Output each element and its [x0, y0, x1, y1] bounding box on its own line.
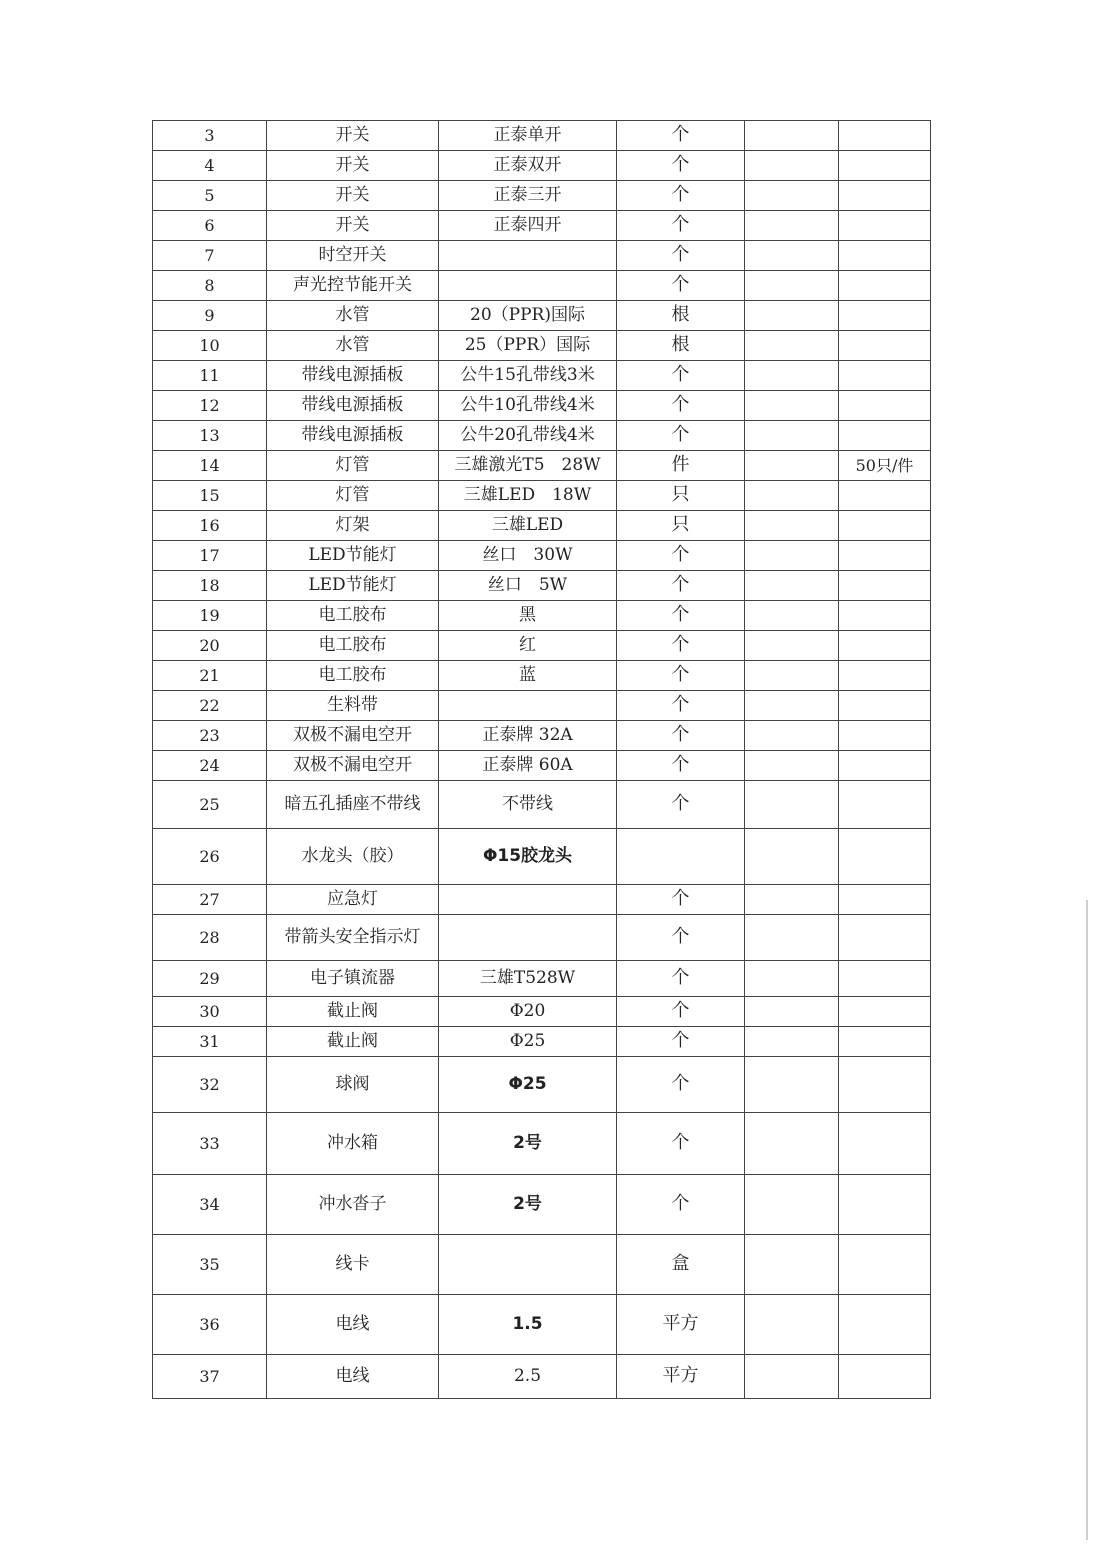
- item-unit-cell: 根: [617, 331, 745, 361]
- item-name-cell: 暗五孔插座不带线: [267, 781, 439, 829]
- item-spec-cell: 公牛15孔带线3米: [439, 361, 617, 391]
- item-remark-cell: [839, 121, 931, 151]
- item-price-cell: [745, 961, 839, 997]
- item-spec-cell: Φ25: [439, 1027, 617, 1057]
- item-price-cell: [745, 181, 839, 211]
- table-row: [153, 751, 931, 781]
- item-remark-cell: [839, 241, 931, 271]
- item-price-cell: [745, 481, 839, 511]
- item-name-cell: 线卡: [267, 1235, 439, 1295]
- row-number-cell: 18: [153, 571, 267, 601]
- item-spec-cell: 2.5: [439, 1355, 617, 1399]
- row-number-cell: 11: [153, 361, 267, 391]
- item-remark-cell: [839, 571, 931, 601]
- table-row: [153, 885, 931, 915]
- item-unit-cell: 个: [617, 885, 745, 915]
- item-spec-cell: 黑: [439, 601, 617, 631]
- item-price-cell: [745, 511, 839, 541]
- row-number-cell: 14: [153, 451, 267, 481]
- table-row: [153, 121, 931, 151]
- item-name-cell: 带线电源插板: [267, 421, 439, 451]
- item-price-cell: [745, 829, 839, 885]
- item-name-cell: 水管: [267, 331, 439, 361]
- item-price-cell: [745, 751, 839, 781]
- table-row: [153, 181, 931, 211]
- item-spec-cell: 丝口 5W: [439, 571, 617, 601]
- item-remark-cell: [839, 361, 931, 391]
- item-remark-cell: [839, 1175, 931, 1235]
- table-row: [153, 1027, 931, 1057]
- item-unit-cell: 个: [617, 571, 745, 601]
- table-row: [153, 1355, 931, 1399]
- item-name-cell: 冲水沓子: [267, 1175, 439, 1235]
- table-row: [153, 1057, 931, 1113]
- materials-table-body: [153, 121, 931, 1399]
- row-number-cell: 24: [153, 751, 267, 781]
- item-name-cell: 电工胶布: [267, 601, 439, 631]
- row-number-cell: 34: [153, 1175, 267, 1235]
- table-row: [153, 271, 931, 301]
- row-number-cell: 3: [153, 121, 267, 151]
- item-unit-cell: 只: [617, 481, 745, 511]
- item-spec-cell: 2号: [439, 1113, 617, 1175]
- item-price-cell: [745, 1057, 839, 1113]
- row-number-cell: 9: [153, 301, 267, 331]
- item-price-cell: [745, 421, 839, 451]
- item-spec-cell: 正泰四开: [439, 211, 617, 241]
- item-unit-cell: 个: [617, 1027, 745, 1057]
- item-remark-cell: [839, 997, 931, 1027]
- item-unit-cell: 平方: [617, 1355, 745, 1399]
- item-spec-cell: Φ20: [439, 997, 617, 1027]
- item-spec-cell: Φ25: [439, 1057, 617, 1113]
- item-unit-cell: 个: [617, 961, 745, 997]
- item-spec-cell: [439, 271, 617, 301]
- item-remark-cell: [839, 829, 931, 885]
- row-number-cell: 32: [153, 1057, 267, 1113]
- item-name-cell: 生料带: [267, 691, 439, 721]
- item-remark-cell: [839, 1113, 931, 1175]
- item-unit-cell: 只: [617, 511, 745, 541]
- item-price-cell: [745, 781, 839, 829]
- item-unit-cell: 个: [617, 601, 745, 631]
- table-row: [153, 301, 931, 331]
- item-unit-cell: 个: [617, 781, 745, 829]
- item-name-cell: 截止阀: [267, 997, 439, 1027]
- item-price-cell: [745, 361, 839, 391]
- table-row: [153, 781, 931, 829]
- item-remark-cell: [839, 271, 931, 301]
- item-unit-cell: 根: [617, 301, 745, 331]
- item-price-cell: [745, 571, 839, 601]
- item-name-cell: 双极不漏电空开: [267, 721, 439, 751]
- row-number-cell: 4: [153, 151, 267, 181]
- item-spec-cell: Φ15胶龙头: [439, 829, 617, 885]
- table-row: [153, 211, 931, 241]
- item-remark-cell: [839, 885, 931, 915]
- item-spec-cell: 20（PPR)国际: [439, 301, 617, 331]
- item-remark-cell: [839, 631, 931, 661]
- row-number-cell: 26: [153, 829, 267, 885]
- item-price-cell: [745, 721, 839, 751]
- row-number-cell: 13: [153, 421, 267, 451]
- row-number-cell: 36: [153, 1295, 267, 1355]
- item-remark-cell: [839, 211, 931, 241]
- table-row: [153, 691, 931, 721]
- row-number-cell: 30: [153, 997, 267, 1027]
- item-unit-cell: 个: [617, 181, 745, 211]
- row-number-cell: 35: [153, 1235, 267, 1295]
- row-number-cell: 17: [153, 541, 267, 571]
- item-name-cell: LED节能灯: [267, 541, 439, 571]
- item-name-cell: 电子镇流器: [267, 961, 439, 997]
- item-price-cell: [745, 391, 839, 421]
- item-spec-cell: 三雄LED: [439, 511, 617, 541]
- item-unit-cell: 个: [617, 915, 745, 961]
- table-row: [153, 1175, 931, 1235]
- item-name-cell: 声光控节能开关: [267, 271, 439, 301]
- item-name-cell: 水管: [267, 301, 439, 331]
- item-name-cell: LED节能灯: [267, 571, 439, 601]
- row-number-cell: 27: [153, 885, 267, 915]
- table-row: [153, 915, 931, 961]
- item-remark-cell: [839, 181, 931, 211]
- item-name-cell: 应急灯: [267, 885, 439, 915]
- item-unit-cell: 个: [617, 1113, 745, 1175]
- table-row: [153, 451, 931, 481]
- row-number-cell: 12: [153, 391, 267, 421]
- item-remark-cell: [839, 421, 931, 451]
- item-price-cell: [745, 1295, 839, 1355]
- item-unit-cell: 盒: [617, 1235, 745, 1295]
- table-row: [153, 601, 931, 631]
- item-spec-cell: [439, 885, 617, 915]
- item-remark-cell: [839, 601, 931, 631]
- item-price-cell: [745, 1235, 839, 1295]
- item-unit-cell: 个: [617, 1057, 745, 1113]
- item-unit-cell: 个: [617, 661, 745, 691]
- item-spec-cell: [439, 241, 617, 271]
- item-name-cell: 开关: [267, 181, 439, 211]
- row-number-cell: 5: [153, 181, 267, 211]
- item-name-cell: 冲水箱: [267, 1113, 439, 1175]
- item-name-cell: 双极不漏电空开: [267, 751, 439, 781]
- item-remark-cell: [839, 391, 931, 421]
- item-spec-cell: 正泰牌 60A: [439, 751, 617, 781]
- item-spec-cell: 丝口 30W: [439, 541, 617, 571]
- item-spec-cell: 红: [439, 631, 617, 661]
- item-name-cell: 灯管: [267, 481, 439, 511]
- item-name-cell: 电线: [267, 1295, 439, 1355]
- row-number-cell: 22: [153, 691, 267, 721]
- item-remark-cell: [839, 1355, 931, 1399]
- table-row: [153, 1295, 931, 1355]
- row-number-cell: 16: [153, 511, 267, 541]
- item-name-cell: 截止阀: [267, 1027, 439, 1057]
- table-row: [153, 1235, 931, 1295]
- item-remark-cell: [839, 151, 931, 181]
- item-spec-cell: 2号: [439, 1175, 617, 1235]
- item-remark-cell: [839, 1295, 931, 1355]
- item-price-cell: [745, 211, 839, 241]
- item-name-cell: 水龙头（胶）: [267, 829, 439, 885]
- item-spec-cell: 公牛20孔带线4米: [439, 421, 617, 451]
- table-row: [153, 241, 931, 271]
- item-remark-cell: [839, 541, 931, 571]
- table-row: [153, 571, 931, 601]
- row-number-cell: 33: [153, 1113, 267, 1175]
- table-row: [153, 391, 931, 421]
- item-name-cell: 带线电源插板: [267, 391, 439, 421]
- item-price-cell: [745, 271, 839, 301]
- table-row: [153, 829, 931, 885]
- item-price-cell: [745, 451, 839, 481]
- item-price-cell: [745, 631, 839, 661]
- item-spec-cell: 三雄激光T5 28W: [439, 451, 617, 481]
- item-remark-cell: [839, 915, 931, 961]
- item-spec-cell: 正泰双开: [439, 151, 617, 181]
- item-price-cell: [745, 301, 839, 331]
- item-spec-cell: [439, 1235, 617, 1295]
- item-spec-cell: 1.5: [439, 1295, 617, 1355]
- item-price-cell: [745, 1027, 839, 1057]
- item-price-cell: [745, 331, 839, 361]
- item-spec-cell: 正泰单开: [439, 121, 617, 151]
- row-number-cell: 20: [153, 631, 267, 661]
- item-name-cell: 带线电源插板: [267, 361, 439, 391]
- item-name-cell: 电工胶布: [267, 661, 439, 691]
- item-unit-cell: 个: [617, 121, 745, 151]
- table-row: [153, 331, 931, 361]
- row-number-cell: 31: [153, 1027, 267, 1057]
- item-price-cell: [745, 661, 839, 691]
- item-unit-cell: 个: [617, 391, 745, 421]
- item-name-cell: 灯架: [267, 511, 439, 541]
- item-unit-cell: 平方: [617, 1295, 745, 1355]
- row-number-cell: 19: [153, 601, 267, 631]
- item-unit-cell: [617, 829, 745, 885]
- table-row: [153, 481, 931, 511]
- item-unit-cell: 个: [617, 211, 745, 241]
- table-row: [153, 541, 931, 571]
- item-remark-cell: [839, 751, 931, 781]
- item-remark-cell: [839, 481, 931, 511]
- item-spec-cell: 三雄T528W: [439, 961, 617, 997]
- table-row: [153, 961, 931, 997]
- item-remark-cell: [839, 691, 931, 721]
- item-spec-cell: 蓝: [439, 661, 617, 691]
- row-number-cell: 15: [153, 481, 267, 511]
- item-price-cell: [745, 691, 839, 721]
- item-spec-cell: [439, 691, 617, 721]
- item-name-cell: 开关: [267, 151, 439, 181]
- row-number-cell: 37: [153, 1355, 267, 1399]
- item-unit-cell: 个: [617, 631, 745, 661]
- item-unit-cell: 个: [617, 997, 745, 1027]
- table-row: [153, 631, 931, 661]
- row-number-cell: 28: [153, 915, 267, 961]
- item-unit-cell: 个: [617, 241, 745, 271]
- item-unit-cell: 个: [617, 751, 745, 781]
- item-price-cell: [745, 1175, 839, 1235]
- item-spec-cell: 不带线: [439, 781, 617, 829]
- item-name-cell: 电线: [267, 1355, 439, 1399]
- item-remark-cell: [839, 961, 931, 997]
- scan-edge-line: [1086, 900, 1088, 1540]
- item-unit-cell: 个: [617, 691, 745, 721]
- item-price-cell: [745, 121, 839, 151]
- table-row: [153, 151, 931, 181]
- item-spec-cell: 25（PPR）国际: [439, 331, 617, 361]
- item-remark-cell: [839, 1057, 931, 1113]
- row-number-cell: 7: [153, 241, 267, 271]
- item-remark-cell: [839, 721, 931, 751]
- row-number-cell: 25: [153, 781, 267, 829]
- item-remark-cell: [839, 781, 931, 829]
- table-row: [153, 511, 931, 541]
- item-remark-cell: [839, 331, 931, 361]
- table-row: [153, 721, 931, 751]
- row-number-cell: 29: [153, 961, 267, 997]
- item-spec-cell: 公牛10孔带线4米: [439, 391, 617, 421]
- item-unit-cell: 个: [617, 721, 745, 751]
- row-number-cell: 10: [153, 331, 267, 361]
- item-remark-cell: [839, 511, 931, 541]
- item-spec-cell: 三雄LED 18W: [439, 481, 617, 511]
- item-price-cell: [745, 241, 839, 271]
- item-remark-cell: [839, 661, 931, 691]
- item-name-cell: 时空开关: [267, 241, 439, 271]
- table-row: [153, 361, 931, 391]
- item-price-cell: [745, 1113, 839, 1175]
- item-price-cell: [745, 1355, 839, 1399]
- item-name-cell: 开关: [267, 211, 439, 241]
- table-row: [153, 421, 931, 451]
- item-unit-cell: 个: [617, 361, 745, 391]
- item-price-cell: [745, 151, 839, 181]
- table-row: [153, 661, 931, 691]
- item-price-cell: [745, 915, 839, 961]
- item-name-cell: 球阀: [267, 1057, 439, 1113]
- item-unit-cell: 个: [617, 271, 745, 301]
- item-spec-cell: 正泰牌 32A: [439, 721, 617, 751]
- row-number-cell: 21: [153, 661, 267, 691]
- item-remark-cell: [839, 1235, 931, 1295]
- item-unit-cell: 个: [617, 421, 745, 451]
- item-price-cell: [745, 885, 839, 915]
- table-row: [153, 997, 931, 1027]
- item-unit-cell: 个: [617, 1175, 745, 1235]
- item-price-cell: [745, 541, 839, 571]
- materials-table: [152, 120, 931, 1399]
- item-unit-cell: 个: [617, 151, 745, 181]
- row-number-cell: 23: [153, 721, 267, 751]
- item-remark-cell: 50只/件: [839, 451, 931, 481]
- item-spec-cell: 正泰三开: [439, 181, 617, 211]
- item-remark-cell: [839, 1027, 931, 1057]
- item-unit-cell: 个: [617, 541, 745, 571]
- item-name-cell: 带箭头安全指示灯: [267, 915, 439, 961]
- row-number-cell: 6: [153, 211, 267, 241]
- table-row: [153, 1113, 931, 1175]
- item-name-cell: 电工胶布: [267, 631, 439, 661]
- item-remark-cell: [839, 301, 931, 331]
- item-unit-cell: 件: [617, 451, 745, 481]
- item-price-cell: [745, 997, 839, 1027]
- item-name-cell: 灯管: [267, 451, 439, 481]
- item-name-cell: 开关: [267, 121, 439, 151]
- item-spec-cell: [439, 915, 617, 961]
- item-price-cell: [745, 601, 839, 631]
- row-number-cell: 8: [153, 271, 267, 301]
